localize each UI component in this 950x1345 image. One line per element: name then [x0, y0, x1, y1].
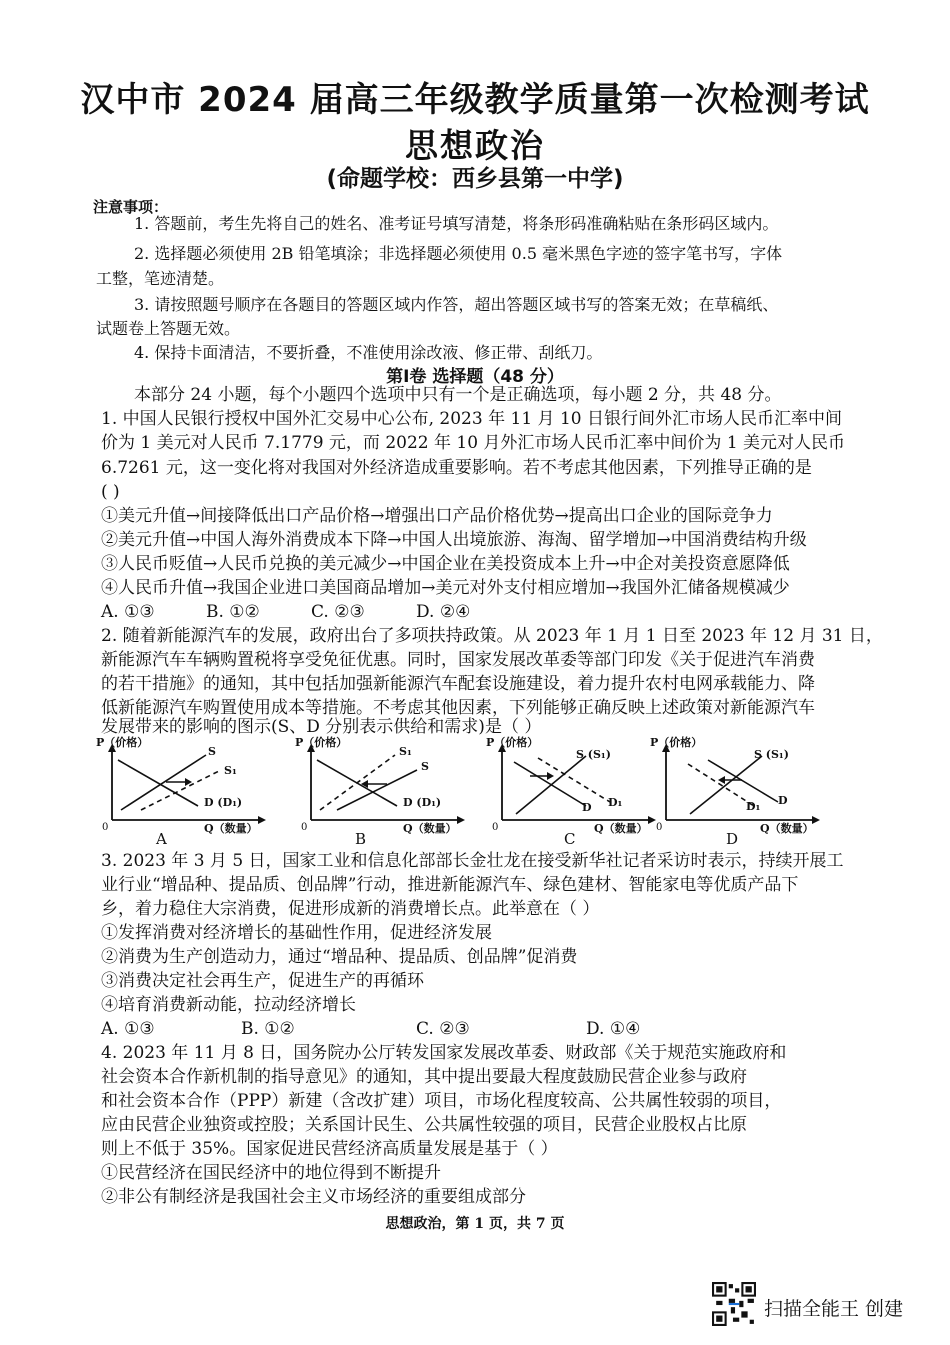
notice-heading: 注意事项： — [93, 198, 169, 216]
graph-d-ylabel: P（价格） — [650, 736, 703, 749]
q2-stem-line: 低新能源汽车购置使用成本等措施。不考虑其他因素，下列能够正确反映上述政策对新能源汽车 — [101, 698, 815, 718]
graph-d-d-label: D — [778, 794, 788, 807]
q1-option: ②美元升值→中国人海外消费成本下降→中国人出境旅游、海淘、留学增加→中国消费结构升级 — [101, 530, 807, 550]
section-heading: 第Ⅰ卷 选择题（48 分） — [386, 367, 564, 387]
q1-option: ①美元升值→间接降低出口产品价格→增强出口产品价格优势→提高出口企业的国际竞争力 — [101, 506, 773, 526]
graph-a — [96, 738, 276, 848]
q1-option: ④人民币升值→我国企业进口美国商品增加→美元对外支付相应增加→我国外汇储备规模减少 — [101, 578, 790, 598]
q1-stem-line: 6.7261 元，这一变化将对我国对外经济造成重要影响。若不考虑其他因素，下列推导正确的是 — [101, 458, 812, 478]
q1-choice-d: D. ②④ — [416, 602, 471, 622]
q3-option: ④培育消费新动能，拉动经济增长 — [101, 995, 356, 1015]
section-intro: 本部分 24 小题，每个小题四个选项中只有一个是正确选项，每小题 2 分，共 48 分。 — [134, 385, 782, 405]
q1-choice-a: A. ①③ — [101, 602, 155, 622]
school-line: (命题学校：西乡县第一中学) — [326, 166, 624, 192]
notice-line: 1. 答题前，考生先将自己的姓名、准考证号填写清楚，将条形码准确粘贴在条形码区域内。 — [134, 214, 779, 233]
supply-demand-graphs — [90, 738, 850, 848]
q1-choice-c: C. ②③ — [311, 602, 365, 622]
graph-c-letter: C — [564, 830, 576, 848]
q3-option: ③消费决定社会再生产，促进生产的再循环 — [101, 971, 424, 991]
q3-choice-a: A. ①③ — [101, 1019, 155, 1039]
q3-option: ②消费为生产创造动力，通过“增品种、提品质、创品牌”促消费 — [101, 947, 578, 967]
graph-d-s-label: S (S₁) — [754, 748, 789, 761]
qr-code-icon — [712, 1282, 756, 1326]
q1-option: ③人民币贬值→人民币兑换的美元减少→中国企业在美投资成本上升→中企对美投资意愿降低 — [101, 554, 790, 574]
q1-stem-line: ( ) — [101, 482, 120, 502]
graph-d-letter: D — [726, 830, 739, 848]
q3-choice-c: C. ②③ — [416, 1019, 470, 1039]
graph-d-d1-label: D₁ — [746, 800, 761, 813]
notice-line: 2. 选择题必须使用 2B 铅笔填涂；非选择题必须使用 0.5 毫米黑色字迹的签字笔书写，字体 — [134, 244, 783, 263]
graph-c-d-label: D — [582, 801, 592, 814]
notice-line: 工整，笔迹清楚。 — [96, 269, 225, 288]
notice-line: 4. 保持卡面清洁，不要折叠，不准使用涂改液、修正带、刮纸刀。 — [134, 343, 603, 362]
graph-c-d1-label: D₁ — [608, 796, 623, 809]
graph-d — [650, 738, 830, 848]
graph-d-xlabel: Q（数量） — [760, 822, 814, 835]
graph-c — [486, 738, 666, 848]
q4-stem-line: 应由民营企业独资或控股；关系国计民生、公共属性较强的项目，民营企业股权占比原 — [101, 1115, 747, 1135]
q2-stem-line: 新能源汽车车辆购置税将享受免征优惠。同时，国家发展改革委等部门印发《关于促进汽车消费 — [101, 650, 815, 670]
graph-b-origin: 0 — [301, 822, 308, 833]
q3-choice-b: B. ①② — [241, 1019, 295, 1039]
scanner-watermark — [712, 1282, 922, 1328]
notice-line: 试题卷上答题无效。 — [96, 319, 241, 338]
graph-a-ylabel: P（价格） — [96, 736, 149, 749]
graph-b-letter: B — [355, 830, 367, 848]
graph-b — [295, 738, 475, 848]
q1-stem-line: 价为 1 美元对人民币 7.1779 元，而 2022 年 10 月外汇市场人民币汇率中间价为 1 美元对人民币 — [101, 433, 846, 453]
q4-option: ①民营经济在国民经济中的地位得到不断提升 — [101, 1163, 441, 1183]
q3-option: ①发挥消费对经济增长的基础性作用，促进经济发展 — [101, 923, 492, 943]
graph-a-s1-label: S₁ — [224, 764, 237, 777]
graph-a-xlabel: Q（数量） — [204, 822, 258, 835]
q4-stem-line: 社会资本合作新机制的指导意见》的通知，其中提出要最大程度鼓励民营企业参与政府 — [101, 1067, 747, 1087]
graph-b-s-label: S — [421, 760, 429, 773]
graph-c-ylabel: P（价格） — [486, 736, 539, 749]
q3-stem-line: 3. 2023 年 3 月 5 日，国家工业和信息化部部长金壮龙在接受新华社记者采访时表示，持续开展工 — [101, 851, 844, 871]
q2-stem-line: 发展带来的影响的图示(S、D 分别表示供给和需求)是（ ） — [101, 717, 542, 737]
q1-choice-b: B. ①② — [206, 602, 260, 622]
scanner-label: 扫描全能王 创建 — [764, 1298, 904, 1320]
q4-stem-line: 4. 2023 年 11 月 8 日，国务院办公厅转发国家发展改革委、财政部《关于规范实施政府和 — [101, 1043, 787, 1063]
graph-c-origin: 0 — [492, 822, 499, 833]
q3-stem-line: 乡，着力稳住大宗消费，促进形成新的消费增长点。此举意在（ ） — [101, 899, 600, 919]
q3-choices — [101, 1018, 686, 1040]
graph-b-xlabel: Q（数量） — [403, 822, 457, 835]
q2-stem-line: 2. 随着新能源汽车的发展，政府出台了多项扶持政策。从 2023 年 1 月 1 日至 2023 年 12 月 31 日， — [101, 626, 883, 646]
graph-a-s-label: S — [208, 745, 216, 758]
notice-line: 3. 请按照题号顺序在各题目的答题区域内作答，超出答题区域书写的答案无效；在草稿纸、 — [134, 295, 779, 314]
exam-title: 汉中市 2024 届高三年级教学质量第一次检测考试 — [80, 80, 870, 120]
page-footer: 思想政治，第 1 页，共 7 页 — [385, 1216, 565, 1232]
q2-stem-line: 的若干措施》的通知，其中包括加强新能源汽车配套设施建设，着力提升农村电网承载能力、降 — [101, 674, 815, 694]
q1-choices — [101, 601, 521, 623]
graph-b-s1-label: S₁ — [399, 745, 412, 758]
q1-stem-line: 1. 中国人民银行授权中国外汇交易中心公布, 2023 年 11 月 10 日银行间外汇市场人民币汇率中间 — [101, 409, 842, 429]
subject-title: 思想政治 — [405, 126, 545, 165]
q4-stem-line: 则上不低于 35%。国家促进民营经济高质量发展是基于（ ） — [101, 1139, 558, 1159]
graph-a-origin: 0 — [102, 822, 109, 833]
q3-stem-line: 业行业“增品种、提品质、创品牌”行动，推进新能源汽车、绿色建材、智能家电等优质产品下 — [101, 875, 799, 895]
graph-b-ylabel: P（价格） — [295, 736, 348, 749]
q3-choice-d: D. ①④ — [586, 1019, 641, 1039]
graph-c-s-label: S (S₁) — [576, 748, 611, 761]
q4-option: ②非公有制经济是我国社会主义市场经济的重要组成部分 — [101, 1187, 526, 1207]
graph-b-d-label: D (D₁) — [403, 796, 442, 809]
graph-a-letter: A — [156, 830, 167, 848]
graph-d-origin: 0 — [656, 822, 663, 833]
graph-a-d-label: D (D₁) — [204, 796, 243, 809]
q4-stem-line: 和社会资本合作（PPP）新建（含改扩建）项目，市场化程度较高、公共属性较弱的项目， — [101, 1091, 782, 1111]
graph-c-xlabel: Q（数量） — [594, 822, 648, 835]
